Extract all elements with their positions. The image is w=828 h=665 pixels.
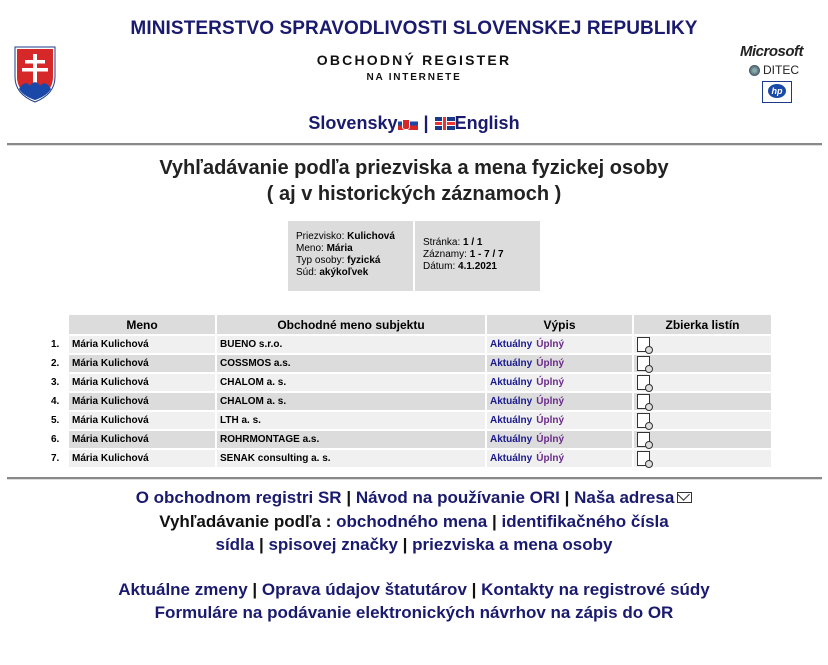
current-extract-link[interactable]: Aktuálny [490, 396, 533, 407]
type-label: Typ osoby: [296, 255, 345, 266]
row-person-name: Mária Kulichová [69, 450, 215, 467]
results-table [47, 313, 773, 469]
document-search-icon [637, 394, 650, 409]
guide-link[interactable]: Návod na používanie ORI [355, 488, 560, 507]
surname-value: Kulichová [347, 231, 395, 242]
footer-separator: | [471, 580, 477, 599]
date-label: Dátum: [423, 261, 456, 272]
type-value: fyzická [347, 255, 381, 266]
row-person-name: Mária Kulichová [69, 374, 215, 391]
row-extract-cell [487, 355, 632, 372]
search-by-name-link[interactable]: obchodného mena [336, 512, 488, 531]
court-value: akýkoľvek [319, 267, 369, 278]
footer-line-5 [0, 603, 828, 623]
row-company-name: SENAK consulting a. s. [217, 450, 485, 467]
row-extract-cell [487, 431, 632, 448]
page-value: 1 / 1 [463, 237, 483, 248]
ditec-label: DITEC [763, 63, 799, 77]
changes-link[interactable]: Aktuálne zmeny [118, 580, 248, 599]
row-extract-cell [487, 412, 632, 429]
slovak-flag-icon [398, 117, 418, 130]
lang-english-label: English [454, 113, 520, 133]
records-label: Záznamy: [423, 249, 467, 260]
row-documents-cell [634, 374, 771, 391]
search-by-id-link[interactable]: identifikačného čísla [501, 512, 669, 531]
full-extract-link[interactable]: Úplný [536, 358, 565, 369]
document-search-icon [637, 375, 650, 390]
row-extract-cell [487, 450, 632, 467]
full-extract-link[interactable]: Úplný [536, 339, 565, 350]
surname-label: Priezvisko: [296, 231, 345, 242]
full-extract-link[interactable]: Úplný [536, 377, 565, 388]
result-info-box [415, 221, 540, 291]
document-search-icon [637, 451, 650, 466]
language-switcher [0, 113, 828, 134]
mail-icon [677, 492, 692, 503]
coat-of-arms-icon [13, 45, 57, 103]
document-search-icon [637, 337, 650, 352]
table-row [49, 355, 771, 372]
microsoft-logo: Microsoft [740, 43, 803, 60]
row-number: 1. [49, 336, 67, 353]
records-value: 1 - 7 / 7 [469, 249, 504, 260]
court-label: Súd: [296, 267, 317, 278]
footer-line-3 [0, 535, 828, 555]
ditec-icon [749, 65, 760, 76]
current-extract-link[interactable]: Aktuálny [490, 415, 533, 426]
lang-slovak-label: Slovensky [308, 113, 398, 133]
row-company-name: CHALOM a. s. [217, 374, 485, 391]
search-by-label: Vyhľadávanie podľa : [159, 512, 332, 531]
contacts-link[interactable]: Kontakty na registrové súdy [481, 580, 710, 599]
documents-link[interactable] [637, 377, 650, 388]
table-header-row [49, 315, 771, 334]
row-person-name: Mária Kulichová [69, 412, 215, 429]
row-company-name: BUENO s.r.o. [217, 336, 485, 353]
row-documents-cell [634, 412, 771, 429]
row-documents-cell [634, 336, 771, 353]
page-title: Vyhľadávanie podľa priezviska a mena fyzickej osoby [159, 157, 669, 179]
documents-link[interactable] [637, 339, 650, 350]
header-name: Meno [69, 315, 215, 334]
table-row [49, 412, 771, 429]
address-label: Naša adresa [574, 488, 675, 507]
search-criteria-box [288, 221, 413, 291]
search-by-person-link[interactable]: priezviska a mena osoby [412, 535, 613, 554]
lang-english-link[interactable] [434, 113, 520, 133]
lang-slovak-link[interactable] [308, 113, 418, 133]
footer-separator: | [346, 488, 352, 507]
row-person-name: Mária Kulichová [69, 336, 215, 353]
row-number: 4. [49, 393, 67, 410]
ministry-title: MINISTERSTVO SPRAVODLIVOSTI SLOVENSKEJ REPUBLIKY [130, 18, 698, 39]
divider [7, 143, 822, 146]
row-company-name: COSSMOS a.s. [217, 355, 485, 372]
documents-link[interactable] [637, 453, 650, 464]
current-extract-link[interactable]: Aktuálny [490, 453, 533, 464]
current-extract-link[interactable]: Aktuálny [490, 434, 533, 445]
correction-link[interactable]: Oprava údajov štatutárov [261, 580, 467, 599]
full-extract-link[interactable]: Úplný [536, 415, 565, 426]
name-label: Meno: [296, 243, 324, 254]
footer-line-1 [0, 488, 828, 508]
table-row [49, 336, 771, 353]
row-extract-cell [487, 374, 632, 391]
row-person-name: Mária Kulichová [69, 393, 215, 410]
header-documents: Zbierka listín [634, 315, 771, 334]
current-extract-link[interactable]: Aktuálny [490, 358, 533, 369]
row-number: 2. [49, 355, 67, 372]
register-subtitle: NA INTERNETE [366, 72, 462, 83]
footer-separator: | [252, 580, 258, 599]
row-number: 3. [49, 374, 67, 391]
forms-link[interactable]: Formuláre na podávanie elektronických návrhov na zápis do OR [154, 603, 674, 622]
register-title: OBCHODNÝ REGISTER [316, 52, 512, 68]
row-company-name: LTH a. s. [217, 412, 485, 429]
page-subtitle: ( aj v historických záznamoch ) [266, 183, 562, 205]
page-label: Stránka: [423, 237, 461, 248]
current-extract-link[interactable]: Aktuálny [490, 377, 533, 388]
row-documents-cell [634, 431, 771, 448]
row-documents-cell [634, 393, 771, 410]
footer-separator: | [564, 488, 570, 507]
documents-link[interactable] [637, 415, 650, 426]
row-company-name: CHALOM a. s. [217, 393, 485, 410]
row-company-name: ROHRMONTAGE a.s. [217, 431, 485, 448]
documents-link[interactable] [637, 358, 650, 369]
table-row [49, 374, 771, 391]
about-link[interactable]: O obchodnom registri SR [135, 488, 342, 507]
footer-separator: | [491, 512, 497, 531]
current-extract-link[interactable]: Aktuálny [490, 339, 533, 350]
name-value: Mária [326, 243, 353, 254]
row-extract-cell [487, 393, 632, 410]
documents-link[interactable] [637, 396, 650, 407]
hp-logo [762, 81, 792, 103]
document-search-icon [637, 356, 650, 371]
row-person-name: Mária Kulichová [69, 355, 215, 372]
full-extract-link[interactable]: Úplný [536, 396, 565, 407]
uk-flag-icon [435, 117, 455, 130]
footer-line-2 [0, 512, 828, 532]
header-number [49, 315, 67, 334]
lang-separator: | [423, 113, 429, 133]
table-row [49, 393, 771, 410]
header-extract: Výpis [487, 315, 632, 334]
footer-separator: | [258, 535, 264, 554]
header-company: Obchodné meno subjektu [217, 315, 485, 334]
footer-separator: | [402, 535, 408, 554]
full-extract-link[interactable]: Úplný [536, 434, 565, 445]
search-by-file-link[interactable]: spisovej značky [268, 535, 398, 554]
hp-label: hp [768, 84, 786, 98]
row-number: 7. [49, 450, 67, 467]
row-person-name: Mária Kulichová [69, 431, 215, 448]
row-number: 6. [49, 431, 67, 448]
table-row [49, 431, 771, 448]
full-extract-link[interactable]: Úplný [536, 453, 565, 464]
date-value: 4.1.2021 [458, 261, 497, 272]
row-documents-cell [634, 450, 771, 467]
footer-line-4 [0, 580, 828, 600]
documents-link[interactable] [637, 434, 650, 445]
ditec-logo [749, 63, 799, 77]
row-documents-cell [634, 355, 771, 372]
search-by-seat-link[interactable]: sídla [215, 535, 255, 554]
document-search-icon [637, 432, 650, 447]
table-row [49, 450, 771, 467]
document-search-icon [637, 413, 650, 428]
divider [7, 477, 822, 480]
row-number: 5. [49, 412, 67, 429]
row-extract-cell [487, 336, 632, 353]
address-link[interactable] [574, 488, 692, 507]
